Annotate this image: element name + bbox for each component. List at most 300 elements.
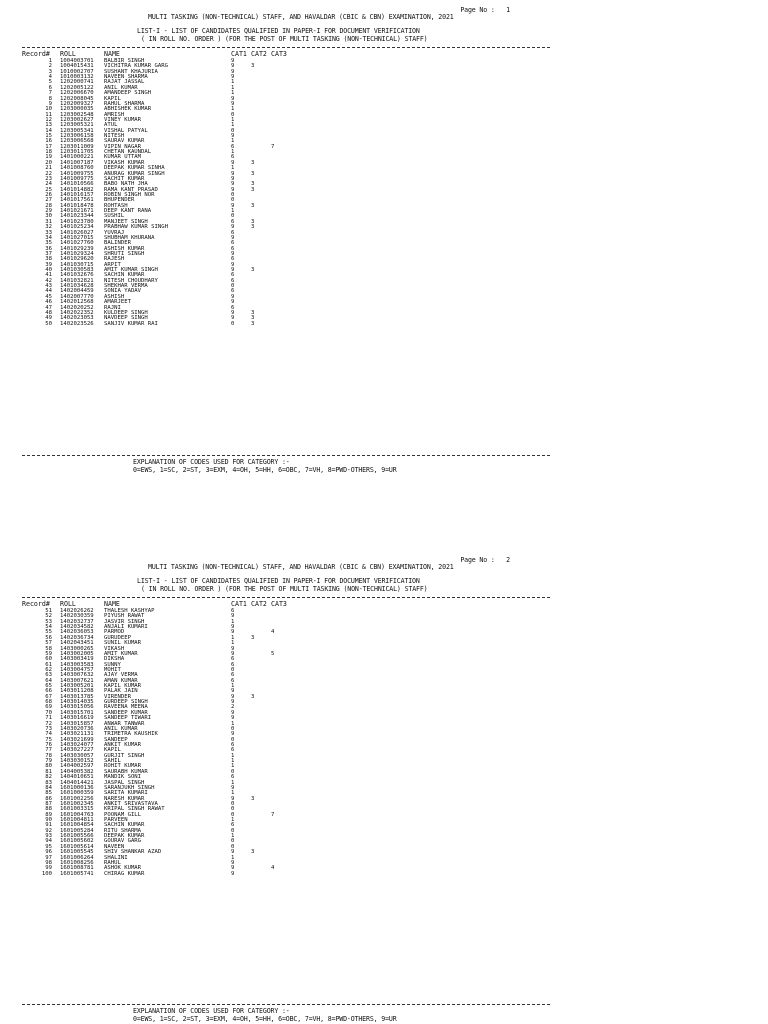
roll-cell: 1402026262 — [60, 608, 94, 614]
name-cell: PALAK JAIN — [104, 688, 138, 695]
record-cell: 82 — [45, 774, 52, 781]
name-cell: VIKASH — [104, 645, 125, 652]
name-cell: PIYUSH RAWAT — [104, 613, 145, 620]
roll-cell: 1401027015 — [60, 234, 94, 241]
roll-cell: 1401000221 — [60, 154, 94, 161]
name-cell: YUVRAJ — [104, 229, 125, 236]
record-cell: 60 — [45, 656, 52, 663]
name-cell: MOHIT — [104, 666, 121, 673]
cat2-cell: 3 — [251, 224, 255, 231]
cat2-cell: 3 — [251, 218, 255, 225]
cat1-cell: 1 — [231, 790, 235, 797]
name-cell: SUSHANT KHAJURIA — [104, 68, 158, 75]
roll-cell: 1403021699 — [60, 736, 94, 743]
record-cell: 39 — [45, 261, 52, 268]
record-cell: 14 — [45, 127, 52, 134]
record-cell: 72 — [45, 720, 52, 727]
roll-cell: 1202006670 — [60, 90, 94, 97]
record-cell: 42 — [45, 277, 52, 284]
record-cell: 69 — [45, 704, 52, 711]
record-cell: 44 — [45, 288, 52, 295]
record-cell: 58 — [45, 645, 52, 652]
cat1-cell: 1 — [231, 90, 235, 97]
explanation-codes: 0=EWS, 1=SC, 2=ST, 3=EXM, 4=OH, 5=HH, 6=OBC, 7=VH, 8=PWD-OTHERS, 9=UR — [133, 1015, 397, 1023]
record-cell: 84 — [45, 784, 52, 791]
cat1-cell: 6 — [231, 304, 235, 311]
cat1-cell: 1 — [231, 779, 235, 786]
name-cell: AMIT KUMAR — [104, 650, 138, 657]
name-cell: GURDEEP SINGH — [104, 699, 148, 706]
column-header-row — [22, 51, 322, 58]
name-cell: AMANDEEP SINGH — [104, 90, 152, 97]
cat1-cell: 6 — [231, 288, 235, 295]
roll-cell: 1401014882 — [60, 186, 94, 193]
record-cell: 93 — [45, 833, 52, 840]
name-cell: NITESH CHOUDHARY — [104, 277, 158, 284]
record-cell: 92 — [45, 827, 52, 834]
record-cell: 10 — [45, 106, 52, 113]
record-cell: 83 — [45, 779, 52, 786]
roll-cell: 1202008045 — [60, 95, 94, 102]
record-cell: 66 — [45, 688, 52, 695]
list-title: LIST-I - LIST OF CANDIDATES QUALIFIED IN PAPER-I FOR DOCUMENT VERIFICATION — [137, 27, 420, 35]
cat1-cell: 9 — [231, 315, 235, 322]
cat1-cell: 0 — [231, 111, 235, 118]
roll-cell: 1403015056 — [60, 704, 94, 711]
roll-cell: 1401029239 — [60, 245, 94, 252]
cat1-cell: 9 — [231, 715, 235, 722]
name-cell: ANIL KUMAR — [104, 84, 138, 91]
name-cell: DIKSHA — [104, 656, 125, 663]
roll-cell: 1402030359 — [60, 613, 94, 620]
name-cell: DEEPAK KUMAR — [104, 833, 145, 840]
roll-cell: 1202005122 — [60, 84, 94, 91]
record-cell: 68 — [45, 699, 52, 706]
roll-cell: 1601003315 — [60, 806, 94, 813]
cat1-cell: 6 — [231, 822, 235, 829]
roll-cell: 1402022352 — [60, 309, 94, 316]
record-cell: 86 — [45, 795, 52, 802]
cat1-cell: 9 — [231, 699, 235, 706]
cat1-cell: 9 — [231, 175, 235, 182]
name-cell: SANJIV KUMAR RAI — [104, 320, 158, 327]
name-cell: ANURAG KUMAR SINGH — [104, 170, 165, 177]
name-cell: KAPIL KUMAR — [104, 683, 142, 690]
cat1-cell: 6 — [231, 245, 235, 252]
name-cell: AMIT KUMAR SINGH — [104, 267, 158, 274]
cat1-cell: 9 — [231, 186, 235, 193]
exam-title: MULTI TASKING (NON-TECHNICAL) STAFF, AND HAVALDAR (CBIC & CBN) EXAMINATION, 2021 — [148, 563, 454, 571]
cat1-cell: 1 — [231, 833, 235, 840]
roll-cell: 1203006158 — [60, 133, 94, 140]
record-cell: 98 — [45, 859, 52, 866]
name-cell: PARMOD — [104, 629, 125, 636]
roll-cell: 1402020252 — [60, 304, 94, 311]
name-cell: SUNNY — [104, 661, 121, 668]
record-cell: 62 — [45, 666, 52, 673]
record-cell: 81 — [45, 768, 52, 775]
record-cell: 47 — [45, 304, 52, 311]
cat1-cell: 9 — [231, 68, 235, 75]
column-name: NAME — [104, 50, 120, 58]
record-cell: 13 — [45, 122, 52, 129]
name-cell: ANKIT SRIVASTAVA — [104, 800, 158, 807]
roll-cell: 1010002707 — [60, 68, 94, 75]
roll-cell: 1401025234 — [60, 224, 94, 231]
roll-cell: 1403007632 — [60, 672, 94, 679]
cat2-cell: 3 — [251, 63, 255, 70]
cat1-cell: 6 — [231, 672, 235, 679]
roll-cell: 1402023526 — [60, 320, 94, 327]
name-cell: NAVEEN SHARMA — [104, 74, 148, 81]
exam-title: MULTI TASKING (NON-TECHNICAL) STAFF, AND HAVALDAR (CBIC & CBN) EXAMINATION, 2021 — [148, 13, 454, 21]
record-cell: 76 — [45, 741, 52, 748]
name-cell: RAMA KANT PRASAD — [104, 186, 158, 193]
record-cell: 16 — [45, 138, 52, 145]
cat2-cell: 3 — [251, 320, 255, 327]
roll-cell: 1403016619 — [60, 715, 94, 722]
name-cell: SANDEEP KUMAR — [104, 709, 148, 716]
column-header-row — [22, 601, 322, 608]
cat1-cell: 9 — [231, 95, 235, 102]
record-cell: 7 — [48, 90, 52, 97]
roll-cell: 1203011705 — [60, 149, 94, 156]
cat1-cell: 9 — [231, 74, 235, 81]
page-number: Page No : 2 — [460, 556, 510, 564]
roll-cell: 1401017561 — [60, 197, 94, 204]
roll-cell: 1203005341 — [60, 127, 94, 134]
name-cell: SHRUTI SINGH — [104, 250, 145, 257]
cat1-cell: 9 — [231, 159, 235, 166]
roll-cell: 1404010651 — [60, 774, 94, 781]
name-cell: DEEP KANT RANA — [104, 208, 152, 215]
record-cell: 6 — [48, 84, 52, 91]
record-cell: 88 — [45, 806, 52, 813]
cat1-cell: 1 — [231, 138, 235, 145]
cat1-cell: 1 — [231, 122, 235, 129]
record-cell: 30 — [45, 213, 52, 220]
cat1-cell: 0 — [231, 191, 235, 198]
record-cell: 94 — [45, 838, 52, 845]
record-cell: 38 — [45, 256, 52, 263]
name-cell: GURUDEEP — [104, 634, 131, 641]
name-cell: ASHISH KUMAR — [104, 245, 145, 252]
roll-cell: 1601008256 — [60, 859, 94, 866]
roll-cell: 1401029620 — [60, 256, 94, 263]
record-cell: 50 — [45, 320, 52, 327]
cat1-cell: 9 — [231, 170, 235, 177]
cat1-cell: 9 — [231, 181, 235, 188]
name-cell: BHUPENDER — [104, 197, 135, 204]
name-cell: KRIPAL SINGH RAWAT — [104, 806, 165, 813]
record-cell: 67 — [45, 693, 52, 700]
record-cell: 97 — [45, 854, 52, 861]
roll-cell: 1401030583 — [60, 267, 94, 274]
name-cell: POONAM GILL — [104, 811, 142, 818]
name-cell: MANJEET SINGH — [104, 218, 148, 225]
cat3-cell: 7 — [271, 143, 275, 150]
roll-cell: 1402004459 — [60, 288, 94, 295]
record-cell: 15 — [45, 133, 52, 140]
cat1-cell: 1 — [231, 720, 235, 727]
cat1-cell: 0 — [231, 827, 235, 834]
name-cell: RAJESH — [104, 256, 125, 263]
roll-cell: 1601004811 — [60, 817, 94, 824]
cat1-cell: 9 — [231, 58, 235, 64]
cat1-cell: 9 — [231, 865, 235, 872]
record-cell: 51 — [45, 608, 52, 614]
cat1-cell: 6 — [231, 154, 235, 161]
record-cell: 99 — [45, 865, 52, 872]
cat2-cell: 3 — [251, 309, 255, 316]
cat2-cell: 3 — [251, 181, 255, 188]
cat2-cell: 3 — [251, 849, 255, 856]
roll-cell: 1403003419 — [60, 656, 94, 663]
roll-cell: 1601005741 — [60, 870, 94, 877]
cat1-cell: 1 — [231, 683, 235, 690]
column-cat2: CAT2 — [251, 50, 267, 58]
roll-cell: 1402023053 — [60, 315, 94, 322]
name-cell: KAPIL — [104, 747, 121, 754]
column-cat3: CAT3 — [271, 600, 287, 608]
cat1-cell: 6 — [231, 256, 235, 263]
roll-cell: 1402043451 — [60, 640, 94, 647]
roll-cell: 1402007770 — [60, 293, 94, 300]
roll-cell: 1403021131 — [60, 731, 94, 738]
record-cell: 12 — [45, 116, 52, 123]
record-cell: 24 — [45, 181, 52, 188]
column-cat1: CAT1 — [231, 50, 247, 58]
cat1-cell: 6 — [231, 774, 235, 781]
cat1-cell: 9 — [231, 693, 235, 700]
record-cell: 52 — [45, 613, 52, 620]
roll-cell: 1401021671 — [60, 208, 94, 215]
cat1-cell: 6 — [231, 272, 235, 279]
record-cell: 18 — [45, 149, 52, 156]
column-roll: ROLL — [60, 50, 76, 58]
name-cell: SACHIT KUMAR — [104, 175, 145, 182]
name-cell: MANDIK SONI — [104, 774, 142, 781]
name-cell: RAJNI — [104, 304, 121, 311]
cat1-cell: 0 — [231, 838, 235, 845]
record-cell: 63 — [45, 672, 52, 679]
roll-cell: 1401029324 — [60, 250, 94, 257]
name-cell: KULDEEP SINGH — [104, 309, 148, 316]
cat1-cell: 1 — [231, 640, 235, 647]
record-cell: 95 — [45, 843, 52, 850]
name-cell: BALINDER — [104, 240, 131, 247]
cat1-cell: 2 — [231, 704, 235, 711]
roll-cell: 1401023780 — [60, 218, 94, 225]
record-cell: 89 — [45, 811, 52, 818]
roll-cell: 1401032821 — [60, 277, 94, 284]
roll-cell: 1601004763 — [60, 811, 94, 818]
cat2-cell: 3 — [251, 186, 255, 193]
record-cell: 54 — [45, 624, 52, 631]
roll-cell: 1401032676 — [60, 272, 94, 279]
roll-cell: 1203002627 — [60, 116, 94, 123]
roll-cell: 1202009327 — [60, 100, 94, 107]
name-cell: VINEY KUMAR — [104, 116, 142, 123]
record-cell: 33 — [45, 229, 52, 236]
record-cell: 3 — [48, 68, 52, 75]
name-cell: ABHISHEK KUMAR — [104, 106, 152, 113]
name-cell: SAHIL — [104, 758, 121, 765]
roll-cell: 1403007621 — [60, 677, 94, 684]
cat1-cell: 1 — [231, 165, 235, 172]
name-cell: RITU SHARMA — [104, 827, 142, 834]
name-cell: SUSHIL — [104, 213, 125, 220]
record-cell: 100 — [41, 870, 52, 877]
name-cell: ANIL KUMAR — [104, 725, 138, 732]
record-cell: 77 — [45, 747, 52, 754]
name-cell: RAHUL — [104, 859, 121, 866]
roll-cell: 1203011009 — [60, 143, 94, 150]
name-cell: ROHIT KUMAR — [104, 763, 142, 770]
name-cell: ROBIN SINGH NOR — [104, 191, 155, 198]
roll-cell: 1601005284 — [60, 827, 94, 834]
roll-cell: 1404005382 — [60, 768, 94, 775]
cat1-cell: 1 — [231, 149, 235, 156]
roll-cell: 1203006568 — [60, 138, 94, 145]
cat1-cell: 1 — [231, 634, 235, 641]
cat1-cell: 9 — [231, 234, 235, 241]
column-record: Record# — [22, 600, 50, 608]
table-row — [22, 872, 322, 877]
roll-cell: 1004015431 — [60, 63, 94, 70]
cat1-cell: 6 — [231, 218, 235, 225]
cat2-cell: 3 — [251, 170, 255, 177]
cat2-cell: 3 — [251, 693, 255, 700]
record-cell: 85 — [45, 790, 52, 797]
cat1-cell: 9 — [231, 133, 235, 140]
name-cell: SUNIL KUMAR — [104, 640, 142, 647]
cat1-cell: 9 — [231, 299, 235, 306]
name-cell: VIPIN NAGAR — [104, 143, 142, 150]
table-row — [22, 322, 322, 327]
record-cell: 36 — [45, 245, 52, 252]
record-cell: 57 — [45, 640, 52, 647]
roll-cell: 1203002548 — [60, 111, 94, 118]
cat1-cell: 0 — [231, 197, 235, 204]
roll-cell: 1401016157 — [60, 191, 94, 198]
record-cell: 61 — [45, 661, 52, 668]
name-cell: CHIRAG KUMAR — [104, 870, 145, 877]
record-cell: 90 — [45, 817, 52, 824]
record-cell: 22 — [45, 170, 52, 177]
name-cell: NARESH KUMAR — [104, 795, 145, 802]
cat1-cell: 9 — [231, 849, 235, 856]
cat1-cell: 1 — [231, 817, 235, 824]
record-cell: 4 — [48, 74, 52, 81]
roll-cell: 1402036053 — [60, 629, 94, 636]
cat1-cell: 6 — [231, 608, 235, 614]
record-cell: 11 — [45, 111, 52, 118]
record-cell: 45 — [45, 293, 52, 300]
roll-cell: 1402036734 — [60, 634, 94, 641]
record-cell: 96 — [45, 849, 52, 856]
record-cell: 23 — [45, 175, 52, 182]
record-cell: 64 — [45, 677, 52, 684]
column-cat1: CAT1 — [231, 600, 247, 608]
record-cell: 5 — [48, 79, 52, 86]
cat2-cell: 3 — [251, 634, 255, 641]
roll-cell: 1601000136 — [60, 784, 94, 791]
record-cell: 21 — [45, 165, 52, 172]
name-cell: ARPIT — [104, 261, 121, 268]
list-subtitle: ( IN ROLL NO. ORDER ) (FOR THE POST OF MULTI TASKING (NON-TECHNICAL) STAFF) — [141, 35, 428, 43]
roll-cell: 1203005321 — [60, 122, 94, 129]
name-cell: SHEKHAR VERMA — [104, 283, 148, 290]
roll-cell: 1401008760 — [60, 165, 94, 172]
roll-cell: 1401009755 — [60, 170, 94, 177]
name-cell: SARANJUKH SINGH — [104, 784, 155, 791]
roll-cell: 1402012568 — [60, 299, 94, 306]
record-cell: 53 — [45, 618, 52, 625]
cat1-cell: 1 — [231, 106, 235, 113]
name-cell: SHUBHAM KHURANA — [104, 234, 155, 241]
top-divider — [22, 47, 550, 48]
record-cell: 25 — [45, 186, 52, 193]
name-cell: SANDEEP — [104, 736, 128, 743]
name-cell: NAVDEEP SINGH — [104, 315, 148, 322]
cat2-cell: 3 — [251, 202, 255, 209]
record-cell: 46 — [45, 299, 52, 306]
roll-cell: 1401010566 — [60, 181, 94, 188]
record-cell: 31 — [45, 218, 52, 225]
cat2-cell: 3 — [251, 159, 255, 166]
cat1-cell: 9 — [231, 202, 235, 209]
cat2-cell: 3 — [251, 267, 255, 274]
record-cell: 56 — [45, 634, 52, 641]
name-cell: CHETAN KAUNDAL — [104, 149, 152, 156]
cat3-cell: 4 — [271, 865, 275, 872]
roll-cell: 1403027227 — [60, 747, 94, 754]
cat1-cell: 1 — [231, 752, 235, 759]
cat1-cell: 9 — [231, 261, 235, 268]
name-cell: GOURAV GARG — [104, 838, 142, 845]
name-cell: RAVEENA MEENA — [104, 704, 148, 711]
record-cell: 32 — [45, 224, 52, 231]
name-cell: KUMAR UTTAM — [104, 154, 142, 161]
roll-cell: 1404002597 — [60, 763, 94, 770]
record-cell: 27 — [45, 197, 52, 204]
cat1-cell: 9 — [231, 267, 235, 274]
cat1-cell: 1 — [231, 758, 235, 765]
cat1-cell: 0 — [231, 213, 235, 220]
list-subtitle: ( IN ROLL NO. ORDER ) (FOR THE POST OF MULTI TASKING (NON-TECHNICAL) STAFF) — [141, 585, 428, 593]
record-cell: 43 — [45, 283, 52, 290]
name-cell: SACHIN KUMAR — [104, 272, 145, 279]
cat1-cell: 0 — [231, 843, 235, 850]
cat3-cell: 7 — [271, 811, 275, 818]
roll-cell: 1601008781 — [60, 865, 94, 872]
roll-cell: 1402034582 — [60, 624, 94, 631]
roll-cell: 1403030057 — [60, 752, 94, 759]
roll-cell: 1401034628 — [60, 283, 94, 290]
roll-cell: 1601005602 — [60, 838, 94, 845]
name-cell: SARITA KUMARI — [104, 790, 148, 797]
name-cell: BABO NATH JHA — [104, 181, 148, 188]
roll-cell: 1010003132 — [60, 74, 94, 81]
name-cell: PARVEEN — [104, 817, 128, 824]
cat1-cell: 1 — [231, 208, 235, 215]
cat1-cell: 9 — [231, 709, 235, 716]
record-cell: 59 — [45, 650, 52, 657]
roll-cell: 1601005614 — [60, 843, 94, 850]
cat1-cell: 9 — [231, 293, 235, 300]
record-cell: 20 — [45, 159, 52, 166]
